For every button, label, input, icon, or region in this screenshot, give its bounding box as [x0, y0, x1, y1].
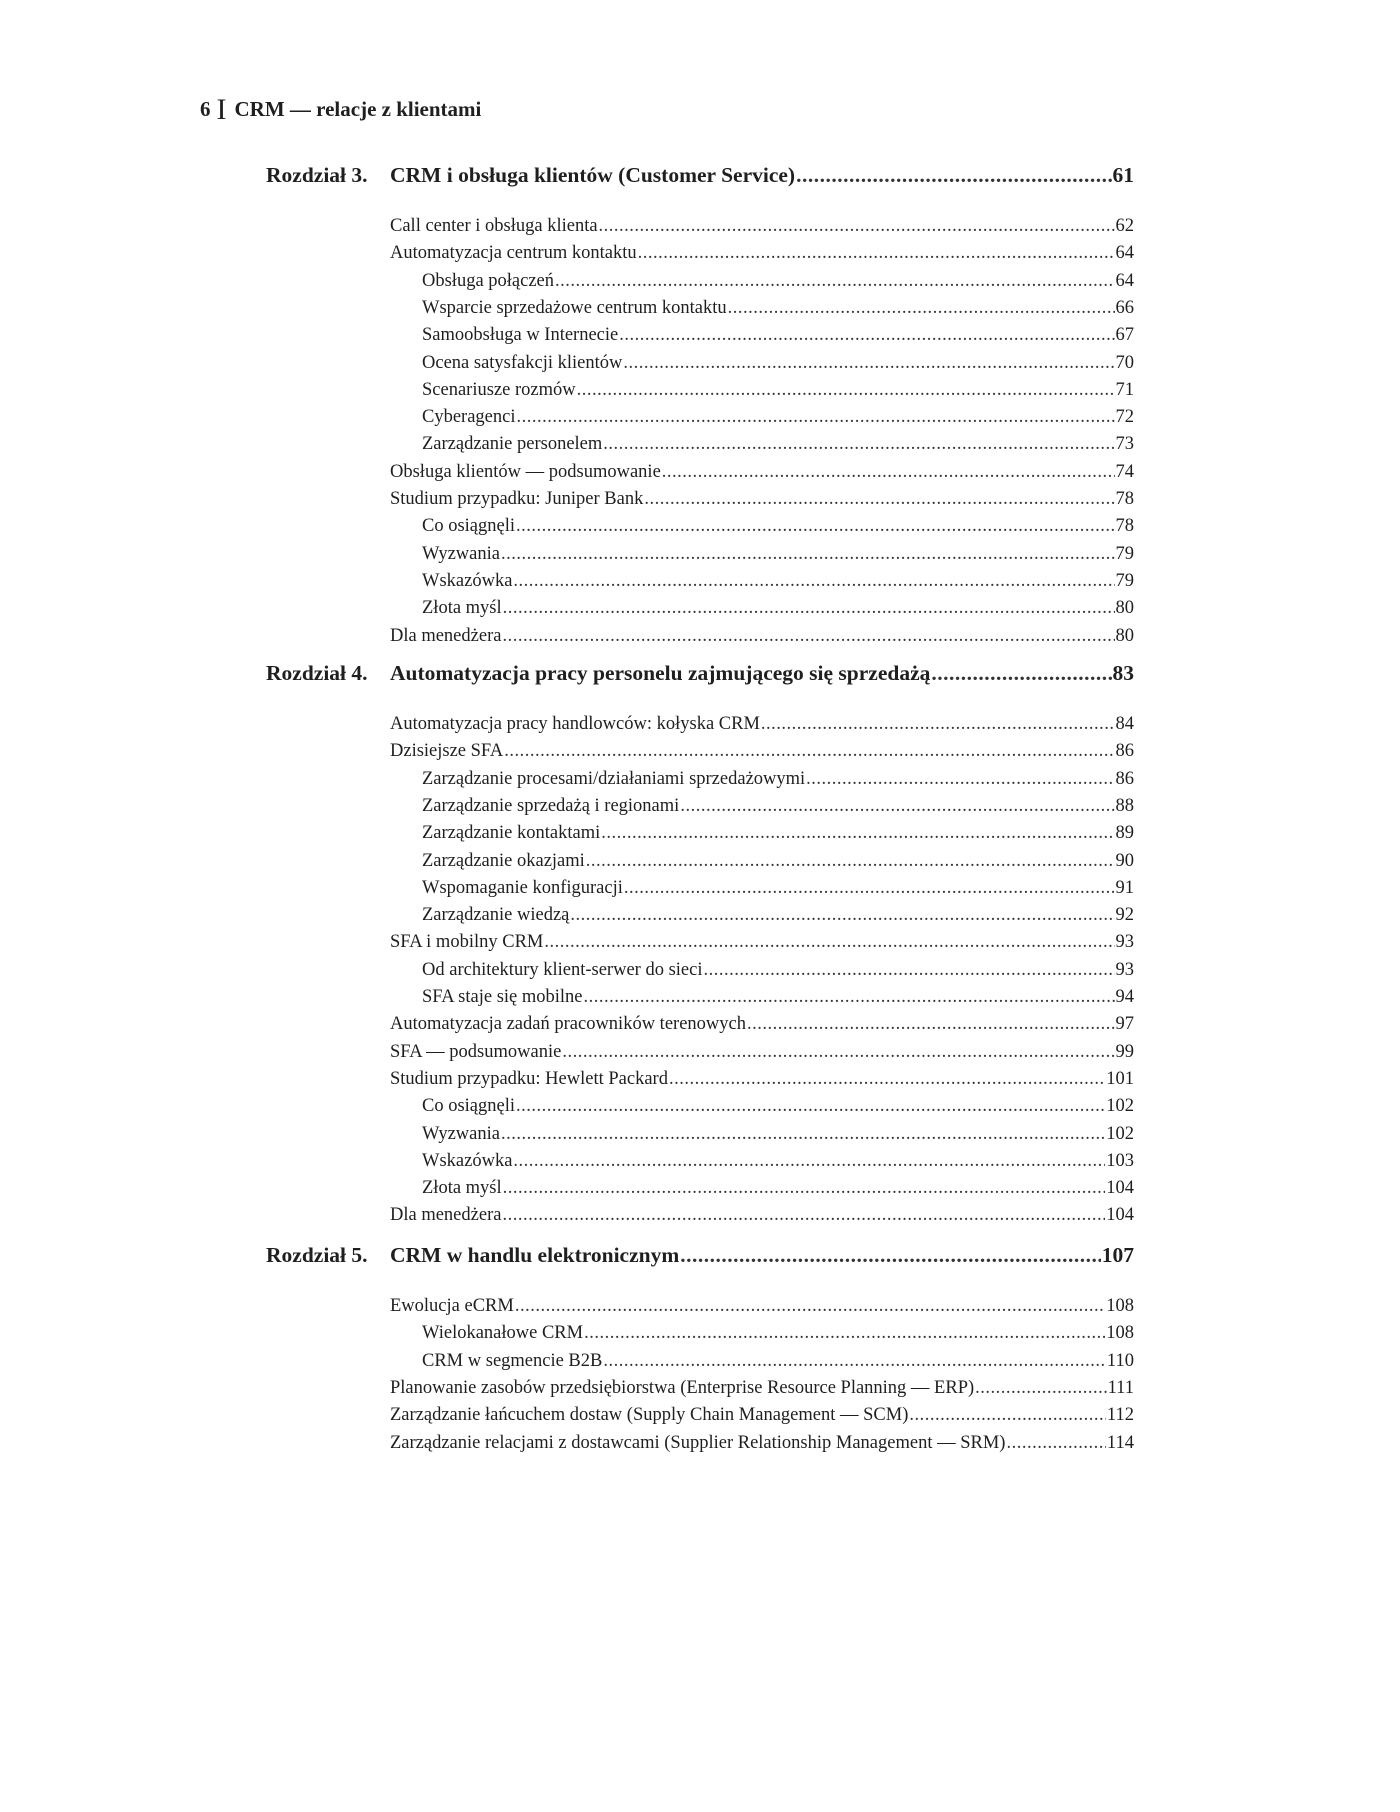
entry-title: Wyzwania: [422, 1123, 500, 1144]
toc-subentry[interactable]: [422, 984, 1134, 1011]
entry-title: Wspomaganie konfiguracji: [422, 877, 623, 898]
entry-page-number: 89: [1115, 823, 1134, 844]
entry-page-number: 90: [1115, 850, 1134, 871]
entry-title: Zarządzanie okazjami: [422, 850, 585, 871]
entry-page-number: 64: [1115, 243, 1134, 264]
entry-page-number: 80: [1115, 598, 1134, 619]
entry-page-number: 80: [1115, 625, 1134, 646]
toc-subentry[interactable]: [422, 404, 1134, 431]
entry-page-number: 74: [1115, 461, 1134, 482]
entry-title: Zarządzanie sprzedażą i regionami: [422, 795, 680, 816]
dot-leader: [515, 1293, 1105, 1320]
entry-title: Studium przypadku: Juniper Bank: [390, 489, 644, 509]
entry-page-number: 102: [1106, 1096, 1134, 1117]
chapter-label: Rozdział 5.: [266, 1243, 368, 1267]
toc-subentry[interactable]: [422, 1121, 1134, 1148]
entry-page-number: 79: [1115, 570, 1134, 591]
toc-entry[interactable]: [390, 623, 1134, 650]
chapter-heading[interactable]: [0, 160, 1400, 190]
entry-title: Dla menedżera: [390, 625, 502, 646]
entry-page-number: 64: [1115, 270, 1134, 291]
entry-title: Cyberagenci: [422, 407, 516, 428]
toc-subentry[interactable]: [422, 875, 1134, 902]
entry-page-number: 101: [1106, 1068, 1134, 1089]
toc-entry[interactable]: [390, 1375, 1134, 1402]
toc-subentry[interactable]: [422, 377, 1134, 404]
entry-title: SFA i mobilny CRM: [390, 932, 544, 953]
dot-leader: [662, 459, 1115, 486]
entry-title: Samoobsługa w Internecie: [422, 325, 619, 346]
dot-leader: [502, 1202, 1105, 1229]
toc-subentry[interactable]: [422, 820, 1134, 847]
entry-title: Wskazówka: [422, 1150, 513, 1171]
dot-leader: [503, 1175, 1106, 1202]
toc-subentry[interactable]: [422, 1148, 1134, 1175]
toc-subentry[interactable]: [422, 766, 1134, 793]
toc-subentry[interactable]: [422, 793, 1134, 820]
entry-title: Dzisiejsze SFA: [390, 741, 504, 762]
chapter-title: CRM w handlu elektronicznym: [390, 1243, 680, 1267]
entry-page-number: 86: [1115, 741, 1134, 762]
entry-title: Studium przypadku: Hewlett Packard: [390, 1068, 668, 1089]
dot-leader: [516, 1093, 1105, 1120]
dot-leader: [703, 957, 1114, 984]
toc-subentry[interactable]: [422, 902, 1134, 929]
entry-page-number: 91: [1115, 877, 1134, 898]
toc-entry[interactable]: [390, 459, 1134, 486]
entry-page-number: 108: [1106, 1296, 1134, 1316]
dot-leader: [603, 1348, 1106, 1375]
chapter-title: Automatyzacja pracy personelu zajmującego się sprzedażą: [390, 661, 931, 685]
toc-entry[interactable]: [390, 929, 1134, 956]
dot-leader: [796, 160, 1111, 190]
dot-leader: [577, 377, 1115, 404]
entry-page-number: 72: [1115, 407, 1134, 428]
entry-title: Co osiągnęli: [422, 1096, 516, 1117]
dot-leader: [728, 295, 1115, 322]
dot-leader: [644, 486, 1114, 513]
entry-page-number: 84: [1115, 714, 1134, 734]
running-head: [200, 94, 481, 124]
toc-subentry[interactable]: [422, 957, 1134, 984]
entry-title: Złota myśl: [422, 1178, 502, 1199]
dot-leader: [806, 766, 1114, 793]
toc-subentry[interactable]: [422, 541, 1134, 568]
entry-page-number: 102: [1106, 1123, 1134, 1144]
dot-leader: [603, 431, 1114, 458]
toc-subentry[interactable]: [422, 322, 1134, 349]
dot-leader: [513, 568, 1114, 595]
dot-leader: [513, 1148, 1105, 1175]
dot-leader: [1006, 1430, 1105, 1457]
chapter-label: Rozdział 4.: [266, 661, 368, 685]
entry-title: Obsługa połączeń: [422, 270, 555, 291]
chapter-page-number: 83: [1112, 661, 1134, 685]
dot-leader: [516, 513, 1114, 540]
entry-page-number: 99: [1115, 1041, 1134, 1062]
toc-subentry[interactable]: [422, 848, 1134, 875]
entry-title: Automatyzacja pracy handlowców: kołyska CRM: [390, 714, 760, 734]
dot-leader: [517, 404, 1115, 431]
entry-title: Zarządzanie wiedzą: [422, 905, 570, 926]
toc-entry[interactable]: [390, 1011, 1134, 1038]
dot-leader: [570, 902, 1114, 929]
dot-leader: [931, 658, 1111, 688]
dot-leader: [623, 350, 1114, 377]
entry-title: Ewolucja eCRM: [390, 1296, 514, 1316]
dot-leader: [544, 929, 1114, 956]
entry-title: Wielokanałowe CRM: [422, 1323, 584, 1344]
toc-entry[interactable]: [390, 1402, 1134, 1429]
dot-leader: [586, 848, 1115, 875]
entry-page-number: 104: [1106, 1178, 1134, 1199]
entry-title: Call center i obsługa klienta: [390, 216, 598, 236]
entry-title: Planowanie zasobów przedsiębiorstwa (Enterprise Resource Planning — ERP): [390, 1377, 975, 1398]
toc-subentry[interactable]: [422, 513, 1134, 540]
entry-title: Scenariusze rozmów: [422, 379, 576, 400]
entry-page-number: 111: [1107, 1377, 1134, 1398]
entry-title: Automatyzacja centrum kontaktu: [390, 243, 637, 264]
chapter-label: Rozdział 3.: [266, 163, 368, 187]
chapter-title: CRM i obsługa klientów (Customer Service): [390, 163, 796, 187]
entry-page-number: 78: [1115, 489, 1134, 509]
entry-page-number: 114: [1106, 1432, 1134, 1453]
entry-page-number: 92: [1115, 905, 1134, 926]
toc-subentry[interactable]: [422, 431, 1134, 458]
entry-title: Wsparcie sprzedażowe centrum kontaktu: [422, 297, 727, 318]
entry-title: Co osiągnęli: [422, 516, 516, 537]
entry-page-number: 94: [1115, 987, 1134, 1007]
entry-title: SFA — podsumowanie: [390, 1041, 562, 1062]
running-head-separator: I: [216, 93, 227, 126]
entry-title: Obsługa klientów — podsumowanie: [390, 461, 661, 482]
entry-page-number: 112: [1106, 1405, 1134, 1426]
entry-page-number: 93: [1115, 959, 1134, 980]
entry-title: Zarządzanie personelem: [422, 434, 603, 455]
entry-page-number: 66: [1115, 297, 1134, 318]
entry-title: Zarządzanie procesami/działaniami sprzedażowymi: [422, 768, 806, 789]
entry-page-number: 62: [1115, 216, 1134, 236]
dot-leader: [624, 875, 1115, 902]
dot-leader: [761, 711, 1115, 738]
toc-subentry[interactable]: [422, 1175, 1134, 1202]
entry-page-number: 67: [1115, 325, 1134, 346]
entry-title: Zarządzanie łańcuchem dostaw (Supply Chain Management — SCM): [390, 1405, 909, 1426]
toc-entry[interactable]: [390, 1202, 1134, 1229]
dot-leader: [503, 595, 1115, 622]
entry-page-number: 78: [1115, 516, 1134, 537]
chapter-heading[interactable]: [0, 1240, 1400, 1270]
dot-leader: [909, 1402, 1106, 1429]
entry-page-number: 71: [1115, 379, 1134, 400]
toc-entry[interactable]: [390, 1430, 1134, 1457]
toc-entry[interactable]: [390, 1293, 1134, 1320]
entry-page-number: 88: [1115, 795, 1134, 816]
toc-subentry[interactable]: [422, 1093, 1134, 1120]
dot-leader: [975, 1375, 1106, 1402]
entry-title: Ocena satysfakcji klientów: [422, 352, 623, 373]
toc-entry[interactable]: [390, 486, 1134, 513]
page-number: 6: [200, 97, 211, 121]
entry-title: SFA staje się mobilne: [422, 987, 583, 1007]
dot-leader: [599, 213, 1115, 240]
entry-title: Wyzwania: [422, 543, 500, 564]
entry-title: Dla menedżera: [390, 1205, 502, 1226]
dot-leader: [619, 322, 1114, 349]
dot-leader: [669, 1066, 1105, 1093]
dot-leader: [601, 820, 1114, 847]
chapter-page-number: 61: [1112, 163, 1134, 187]
dot-leader: [501, 1121, 1105, 1148]
dot-leader: [680, 793, 1114, 820]
chapter-heading[interactable]: [0, 658, 1400, 688]
entry-page-number: 86: [1115, 768, 1134, 789]
entry-title: Zarządzanie kontaktami: [422, 823, 601, 844]
toc-subentry[interactable]: [422, 568, 1134, 595]
entry-page-number: 108: [1106, 1323, 1134, 1344]
entry-page-number: 93: [1115, 932, 1134, 953]
dot-leader: [501, 541, 1115, 568]
entry-page-number: 110: [1106, 1350, 1134, 1371]
entry-title: Wskazówka: [422, 570, 513, 591]
toc-entry[interactable]: [390, 213, 1134, 240]
toc-entry[interactable]: [390, 1039, 1134, 1066]
dot-leader: [504, 738, 1114, 765]
chapter-page-number: 107: [1101, 1243, 1134, 1267]
dot-leader: [747, 1011, 1115, 1038]
dot-leader: [562, 1039, 1114, 1066]
entry-page-number: 103: [1106, 1150, 1134, 1171]
entry-page-number: 97: [1115, 1014, 1134, 1035]
entry-title: Automatyzacja zadań pracowników terenowych: [390, 1014, 746, 1035]
toc-subentry[interactable]: [422, 295, 1134, 322]
toc-entry[interactable]: [390, 240, 1134, 267]
toc-entry[interactable]: [390, 738, 1134, 765]
entry-title: CRM w segmencie B2B: [422, 1350, 603, 1371]
entry-title: Od architektury klient-serwer do sieci: [422, 959, 703, 980]
entry-title: Złota myśl: [422, 598, 502, 619]
entry-page-number: 70: [1115, 352, 1134, 373]
entry-page-number: 73: [1115, 434, 1134, 455]
dot-leader: [502, 623, 1114, 650]
toc-subentry[interactable]: [422, 1320, 1134, 1347]
book-title: CRM — relacje z klientami: [234, 97, 482, 121]
toc-entry[interactable]: [390, 1066, 1134, 1093]
dot-leader: [555, 268, 1114, 295]
toc-subentry[interactable]: [422, 350, 1134, 377]
toc-subentry[interactable]: [422, 268, 1134, 295]
toc-subentry[interactable]: [422, 595, 1134, 622]
entry-page-number: 79: [1115, 543, 1134, 564]
dot-leader: [638, 240, 1115, 267]
entry-page-number: 104: [1106, 1205, 1134, 1226]
toc-subentry[interactable]: [422, 1348, 1134, 1375]
entry-title: Zarządzanie relacjami z dostawcami (Supplier Relationship Management — SRM): [390, 1432, 1006, 1453]
dot-leader: [680, 1240, 1100, 1270]
dot-leader: [584, 984, 1115, 1011]
toc-entry[interactable]: [390, 711, 1134, 738]
dot-leader: [584, 1320, 1105, 1347]
